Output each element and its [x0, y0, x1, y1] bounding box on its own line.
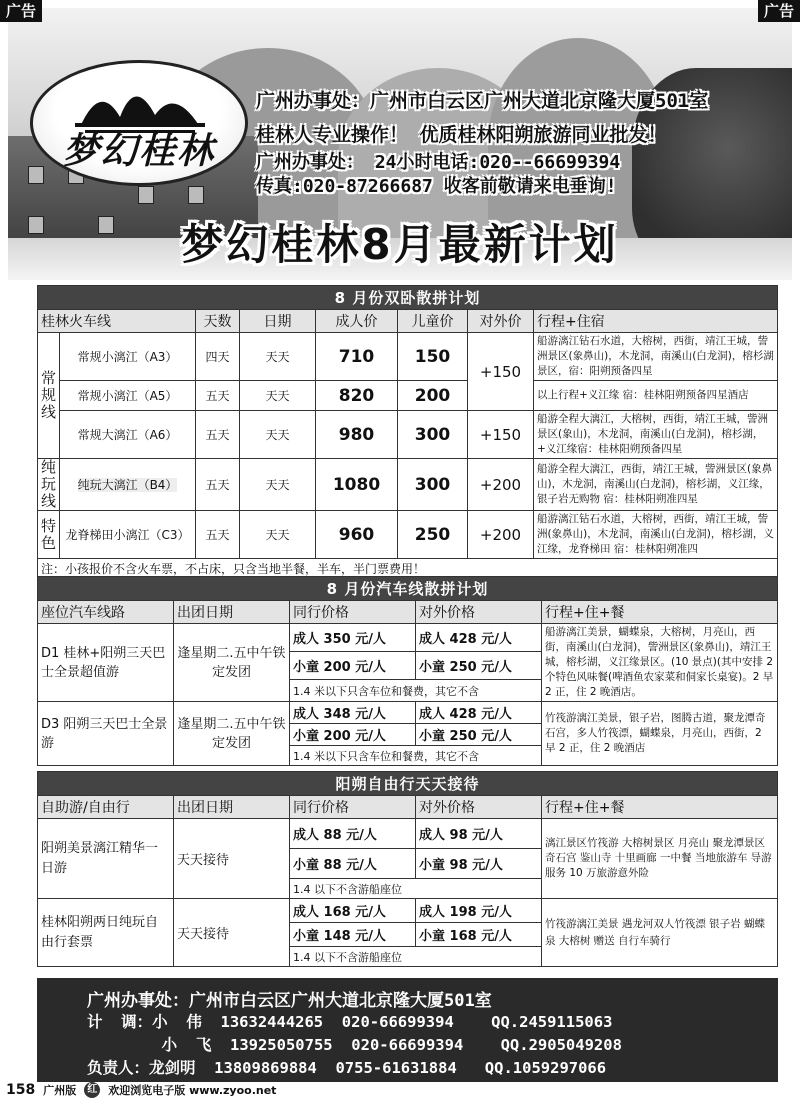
col-header: 行程+住+餐 — [542, 601, 778, 624]
col-header: 桂林火车线 — [38, 310, 196, 333]
date: 天天 — [240, 333, 316, 381]
adult-price-trade: 成人 348 元/人 — [290, 702, 416, 724]
route-name: 常规大漓江（A6） — [60, 411, 196, 459]
col-header: 对外价格 — [416, 601, 542, 624]
adult-price: 960 — [316, 511, 398, 559]
itinerary: 船游漓江美景，蝴蝶泉，大榕树，月亮山，西街，南溪山(白龙洞)，訾洲景区(象鼻山)，靖江王城，榕杉湖，义江缘景区。(10 景点)(其中安排 2 个特色风味餐(啤酒鱼农家菜和侗家长桌宴)。2 早 2 正，住 2 晚酒店。 — [542, 624, 778, 702]
col-header: 座位汽车线路 — [38, 601, 174, 624]
itinerary: 漓江景区竹筏游 大榕树景区 月亮山 聚龙潭景区 奇石宫 鉴山寺 十里画廊 一中餐 当地旅游车 导游服务 10 万旅游意外险 — [542, 819, 778, 899]
child-price-trade: 小童 88 元/人 — [290, 849, 416, 879]
table-row — [38, 459, 778, 511]
page-number: 158 — [6, 1082, 36, 1098]
col-header: 同行价格 — [290, 601, 416, 624]
bus-tour-table — [37, 576, 778, 766]
col-header: 出团日期 — [174, 796, 290, 819]
train-tour-table — [37, 285, 778, 579]
departure-date: 逢星期二.五中午铁定发团 — [174, 624, 290, 702]
external-price: +200 — [468, 459, 534, 511]
table-note: 注：小孩报价不含火车票，不占床，只含当地半餐，半车，半门票费用！ — [38, 559, 778, 579]
table-row — [38, 411, 778, 459]
table-row — [38, 333, 778, 381]
route-name: 龙脊梯田小漓江（C3） — [60, 511, 196, 559]
category-label: 纯玩线 — [38, 459, 60, 511]
itinerary: 以上行程+义江缘 宿：桂林阳朔预备四星酒店 — [534, 381, 778, 411]
footer-contact-3: 负责人：龙剑明 13809869884 0755-61631884 QQ.1059297066 — [87, 1059, 607, 1077]
child-price: 150 — [398, 333, 468, 381]
header-office-address: 广州办事处：广州市白云区广州大道北京隆大厦501室 — [256, 90, 709, 112]
table-row — [38, 819, 778, 849]
child-price-trade: 小童 200 元/人 — [290, 724, 416, 746]
table-row — [38, 511, 778, 559]
child-price-trade: 小童 200 元/人 — [290, 652, 416, 680]
col-header: 日期 — [240, 310, 316, 333]
route-name: D3 阳朔三天巴士全景游 — [38, 702, 174, 766]
price-note: 1.4 以下不含游船座位 — [290, 879, 542, 899]
route-name: 纯玩大漓江（B4） — [77, 478, 178, 492]
route-name: 常规小漓江（A5） — [60, 381, 196, 411]
itinerary: 竹筏游漓江美景 遇龙河双人竹筏漂 银子岩 蝴蝶泉 大榕树 赠送 自行车骑行 — [542, 899, 778, 967]
child-price: 300 — [398, 459, 468, 511]
departure-date: 天天接待 — [174, 819, 290, 899]
departure-date: 天天接待 — [174, 899, 290, 967]
date: 天天 — [240, 411, 316, 459]
child-price-external: 小童 250 元/人 — [416, 724, 542, 746]
col-header: 儿童价 — [398, 310, 468, 333]
itinerary: 船游全程大漓江，西街，靖江王城，訾洲景区(象鼻山)，木龙洞，南溪山(白龙洞)，榕杉湖，义江缘，银子岩无购物 宿：桂林阳朔准四星 — [534, 459, 778, 511]
route-name: D1 桂林+阳朔三天巴士全景超值游 — [38, 624, 174, 702]
itinerary: 船游漓江钻石水道，大榕树，西街，靖江王城，訾洲景区(象鼻山)，木龙洞，南溪山(白龙洞)，榕杉湖景区，宿：阳朔预备四星 — [534, 333, 778, 381]
route-name: 桂林阳朔两日纯玩自由行套票 — [38, 899, 174, 967]
col-header: 自助游/自由行 — [38, 796, 174, 819]
header-slogan: 桂林人专业操作！ 优质桂林阳朔旅游同业批发！ — [256, 124, 667, 146]
logo-text: 梦幻桂林 — [62, 131, 215, 172]
footer-contact-1: 计 调：小 伟 13632444265 020-66699394 QQ.2459115063 — [87, 1013, 613, 1031]
free-tour-table — [37, 771, 778, 967]
price-note: 1.4 米以下只含车位和餐费，其它不含 — [290, 680, 542, 702]
adult-price-trade: 成人 168 元/人 — [290, 899, 416, 923]
edition-label: 广州版 — [43, 1084, 77, 1097]
days: 四天 — [196, 333, 240, 381]
table-row — [38, 702, 778, 724]
header-fax: 传真:020-87266687 收客前敬请来电垂询! — [256, 176, 617, 197]
child-price: 200 — [398, 381, 468, 411]
col-header: 同行价格 — [290, 796, 416, 819]
ad-tag-left: 广告 — [0, 0, 42, 22]
header-phone: 广州办事处： 24小时电话:020--66699394 — [256, 152, 621, 173]
category-label: 特色 — [38, 511, 60, 559]
price-note: 1.4 以下不含游船座位 — [290, 947, 542, 967]
date: 天天 — [240, 381, 316, 411]
page-title: 梦幻桂林8月最新计划 — [181, 220, 619, 269]
adult-price: 980 — [316, 411, 398, 459]
child-price-trade: 小童 148 元/人 — [290, 923, 416, 947]
days: 五天 — [196, 511, 240, 559]
departure-date: 逢星期二.五中午铁定发团 — [174, 702, 290, 766]
date: 天天 — [240, 459, 316, 511]
col-header: 出团日期 — [174, 601, 290, 624]
table-title: 阳朔自由行天天接待 — [38, 772, 778, 796]
page-footer — [0, 1080, 800, 1100]
footer-address: 广州办事处：广州市白云区广州大道北京隆大厦501室 — [87, 991, 492, 1011]
itinerary: 竹筏游漓江美景，银子岩，图腾古道，聚龙潭奇石宫，多人竹筏漂，蝴蝶泉，月亮山，西街，2 早 2 正，住 2 晚酒店 — [542, 702, 778, 766]
col-header: 成人价 — [316, 310, 398, 333]
adult-price: 710 — [316, 333, 398, 381]
adult-price-external: 成人 428 元/人 — [416, 624, 542, 652]
adult-price-trade: 成人 88 元/人 — [290, 819, 416, 849]
table-row — [38, 381, 778, 411]
adult-price-trade: 成人 350 元/人 — [290, 624, 416, 652]
itinerary: 船游漓江钻石水道，大榕树，西街，靖江王城，訾洲(象鼻山)，木龙洞，南溪山(白龙洞)，榕杉湖，义江缘，龙脊梯田 宿：桂林阳朔准四 — [534, 511, 778, 559]
footer-contact-2: 小 飞 13925050755 020-66699394 QQ.2905049208 — [87, 1036, 622, 1054]
table-title: 8 月份双卧散拼计划 — [38, 286, 778, 310]
days: 五天 — [196, 459, 240, 511]
adult-price-external: 成人 98 元/人 — [416, 819, 542, 849]
route-name: 阳朔美景漓江精华一日游 — [38, 819, 174, 899]
external-price: +150 — [468, 411, 534, 459]
adult-price-external: 成人 428 元/人 — [416, 702, 542, 724]
external-price: +150 — [468, 333, 534, 411]
publisher-icon: 红 — [84, 1082, 100, 1098]
col-header: 行程+住宿 — [534, 310, 778, 333]
table-row — [38, 899, 778, 923]
col-header: 行程+住+餐 — [542, 796, 778, 819]
external-price: +200 — [468, 511, 534, 559]
col-header: 对外价格 — [416, 796, 542, 819]
child-price: 300 — [398, 411, 468, 459]
ad-tag-right: 广告 — [758, 0, 800, 22]
date: 天天 — [240, 511, 316, 559]
itinerary: 船游全程大漓江，大榕树，西街，靖江王城，訾洲景区(象山)，木龙洞，南溪山(白龙洞)，榕杉湖，+义江缘宿：桂林阳朔预备四星 — [534, 411, 778, 459]
days: 五天 — [196, 411, 240, 459]
child-price-external: 小童 250 元/人 — [416, 652, 542, 680]
website-text[interactable]: 欢迎浏览电子版 www.zyoo.net — [108, 1084, 277, 1097]
table-row — [38, 624, 778, 652]
child-price-external: 小童 98 元/人 — [416, 849, 542, 879]
contact-footer — [37, 978, 778, 1082]
child-price: 250 — [398, 511, 468, 559]
price-note: 1.4 米以下只含车位和餐费，其它不含 — [290, 746, 542, 766]
col-header: 对外价 — [468, 310, 534, 333]
table-title: 8 月份汽车线散拼计划 — [38, 577, 778, 601]
route-name: 常规小漓江（A3） — [60, 333, 196, 381]
col-header: 天数 — [196, 310, 240, 333]
adult-price-external: 成人 198 元/人 — [416, 899, 542, 923]
adult-price: 820 — [316, 381, 398, 411]
adult-price: 1080 — [316, 459, 398, 511]
brand-logo — [30, 60, 248, 186]
days: 五天 — [196, 381, 240, 411]
category-label: 常规线 — [38, 333, 60, 459]
child-price-external: 小童 168 元/人 — [416, 923, 542, 947]
